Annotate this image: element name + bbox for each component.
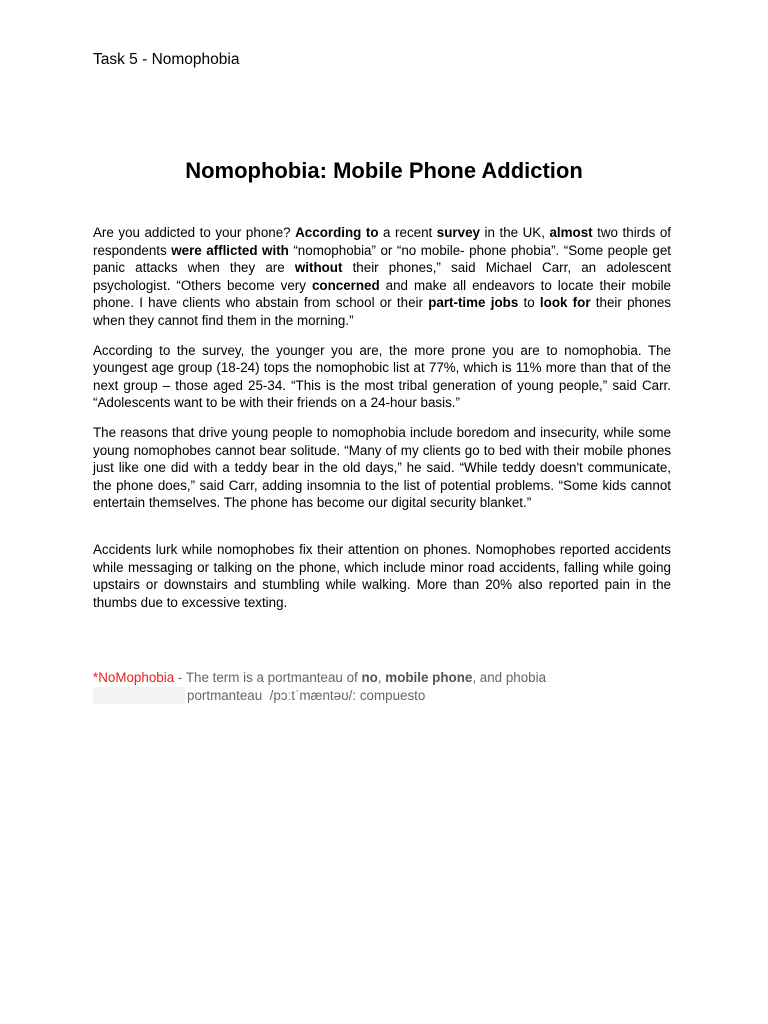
text-run: their phones when they cannot find them in the morning.” — [93, 295, 671, 328]
note-text: , — [377, 670, 386, 685]
text-run: “nomophobia” or “no mobile- phone phobia”. “Some people get panic attacks when they are — [93, 242, 672, 276]
glossary-note — [93, 669, 683, 687]
note-bold-word: mobile phone — [385, 670, 473, 685]
vocab-term: concerned — [311, 277, 380, 293]
paragraph-3: The reasons that drive young people to nomophobia include boredom and insecurity, while some young nomophobes cannot bear solitude. “Many of my clients go to bed with their mobile phones just like one did with a teddy bear in the old days,” he said. “While teddy doesn't communicate, the phone does,” said Carr, adding insomnia to the list of potential problems. “Some kids cannot entertain themselves. The phone has become our digital security blanket.” — [93, 424, 671, 511]
highlight-shade — [93, 687, 185, 704]
vocab-term: were afflicted with — [171, 242, 289, 258]
text-run: to — [518, 295, 540, 311]
paragraph-2: According to the survey, the younger you are, the more prone you are to nomophobia. The youngest age group (18-24) tops the nomophobic list at 77%, which is 11% more than that of the next group – those aged 25-34. “This is the most tribal generation of young people,” said Carr. “Adolescents want to be with their friends on a 24-hour basis.” — [93, 342, 671, 411]
text-run: in the UK, — [479, 225, 550, 240]
text-run: a recent — [378, 225, 437, 240]
pronunciation-gloss: portmanteau /pɔːtˈmæntəʊ/: compuesto — [187, 688, 426, 703]
note-text: - The term is a portmanteau of — [174, 670, 362, 685]
vocab-term: almost — [549, 225, 593, 240]
vocab-term: part-time jobs — [428, 295, 519, 311]
text-run: Are you addicted to your phone? — [93, 225, 296, 240]
vocab-term: without — [294, 260, 343, 276]
article-body — [93, 224, 671, 623]
glossary-gloss-line — [93, 687, 453, 704]
paragraph-4: Accidents lurk while nomophobes fix their attention on phones. Nomophobes reported accidents while messaging or talking on the phone, which include minor road accidents, falling while going upstairs or downstairs and stumbling while walking. More than 20% also reported pain in the thumbs due to excessive texting. — [93, 541, 671, 610]
text-run: and make all endeavors to locate their mobile phone. I have clients who abstain from school or their — [93, 277, 671, 311]
vocab-term: look for — [539, 295, 591, 311]
text-run: their phones,” said Michael Carr, an adolescent psychologist. “Others become very — [93, 260, 671, 293]
vocab-term: survey — [436, 225, 480, 240]
vocab-term: According to — [295, 225, 379, 240]
paragraph-1 — [93, 224, 671, 330]
note-text: , and phobia — [472, 670, 547, 685]
article-title: Nomophobia: Mobile Phone Addiction — [185, 158, 583, 183]
task-header: Task 5 - Nomophobia — [93, 51, 240, 68]
note-bold-word: no — [361, 670, 378, 685]
text-run: two thirds of respondents — [93, 225, 671, 258]
note-term: *NoMophobia — [93, 670, 175, 685]
